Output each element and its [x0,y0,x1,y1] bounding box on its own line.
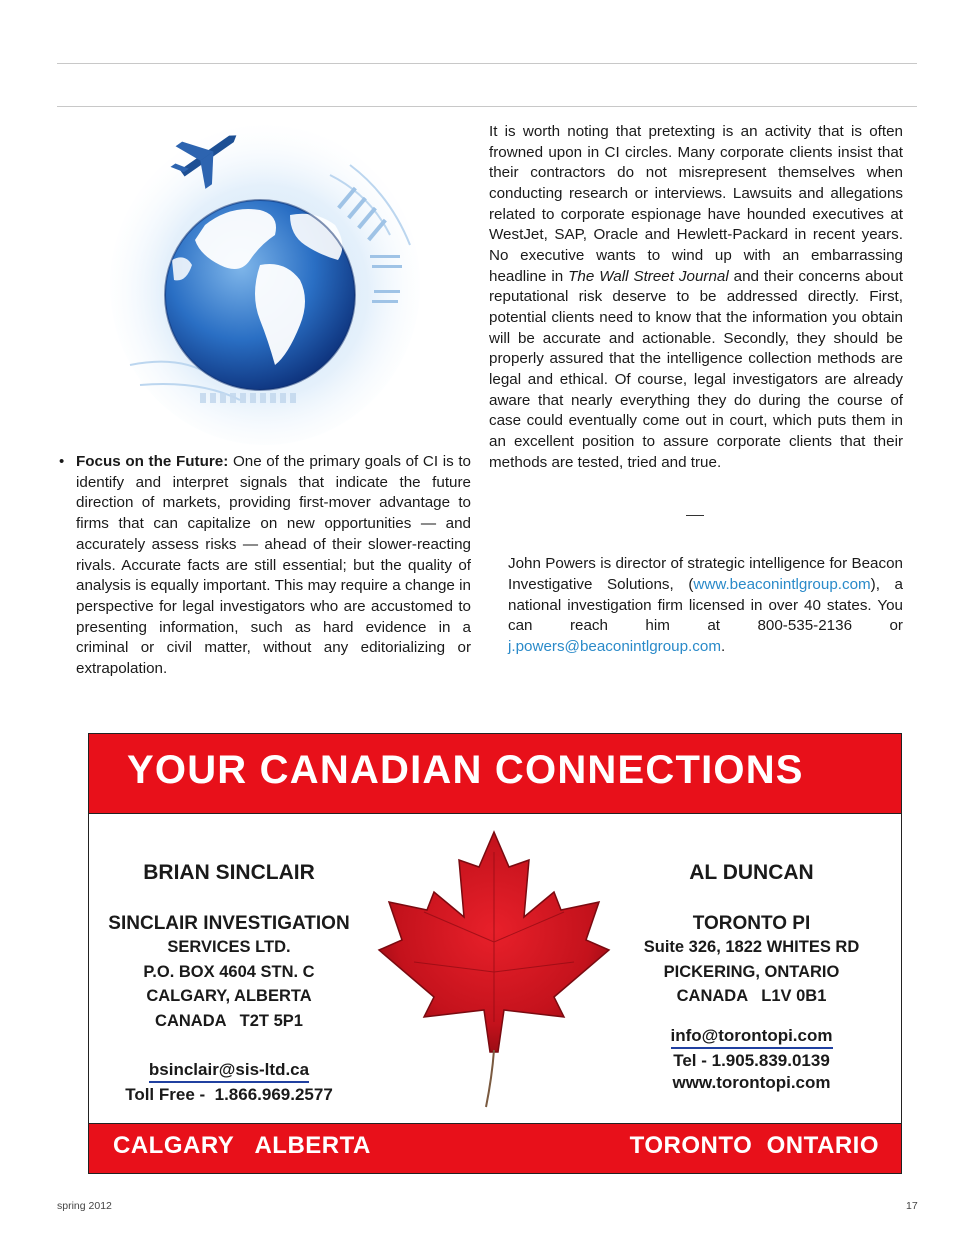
bio-part-3: . [720,638,726,656]
bullet-focus-on-future [57,452,471,680]
right-column-paragraph [489,122,903,473]
contact-al-duncan [624,861,879,1093]
ad-bottom-right-city: TORONTO ONTARIO [629,1132,879,1159]
bio-website-link[interactable]: www.beaconintlgroup.com [693,575,871,593]
contact-brian-sinclair [89,861,369,1107]
paragraph-italic-title: The Wall Street Journal [568,267,729,285]
footer-page-number: 17 [906,1200,918,1212]
bullet-title: Focus on the Future: [76,453,229,470]
paragraph-part-2: and their concerns about reputational risk deserve to be addressed directly. First, potential clients need to know that the information you obtain will be accurate and actionable. Secondly, they should be properly assured that the intelligence collection methods are legal and ethical. Of course, legal investigators are already aware that nearly everything they do during the course of case could eventually come out in court, which puts them in an excellent position to assure corporate clients that their methods are tested, tried and true. [489,267,903,471]
contact-company: TORONTO PI [692,913,811,934]
header-rule-top [57,63,917,64]
contact-email-link[interactable]: bsinclair@sis-ltd.ca [149,1059,309,1083]
bullet-text: One of the primary goals of CI is to identify and interpret signals that indicate the future direction of markets, providing first-mover advantage to firms that can capitalize on new opportunities — and accurately assess risks — ahead of their slower-reacting rivals. Accurate facts are still essential; but the quality of analysis is equally important. This may require a change in perspective for legal investigators who are accustomed to presenting information, such as hard evidence in a criminal or civil matter, without any editorializing or extrapolation. [76,453,471,678]
canadian-connections-ad [88,733,902,1174]
contact-address-2: PICKERING, ONTARIO [663,962,840,981]
contact-company-line-2: SERVICES LTD. [167,938,291,956]
footer-issue: spring 2012 [57,1200,112,1212]
globe-illustration [110,115,420,445]
bio-part-1: John Powers is director of strategic intelligence for Beacon Investigative Solutions, ( [508,555,903,593]
left-column [57,452,471,680]
author-bio [508,554,903,658]
section-divider-dash [686,515,704,516]
contact-name: BRIAN SINCLAIR [143,861,315,884]
contact-address-3: CANADA T2T 5P1 [155,1011,303,1030]
contact-address-3: CANADA L1V 0B1 [676,987,827,1005]
contact-address-1: P.O. BOX 4604 STN. C [143,962,315,981]
contact-address-2: CALGARY, ALBERTA [146,987,312,1005]
contact-name: AL DUNCAN [689,861,814,884]
ad-headline: YOUR CANADIAN CONNECTIONS [127,748,804,792]
contact-email-link[interactable]: info@torontopi.com [671,1025,833,1049]
paragraph-part-1: It is worth noting that pretexting is an activity that is often frowned upon in CI circles. Many corporate clients insist that their contractors do not misrepresent themselves when conducting research or interviews. Lawsuits and allegations related to corporate espionage have hounded executives at WestJet, SAP, Oracle and Hewlett-Packard in recent years. No executive wants to wind up with an embarrassing headline in [489,123,903,285]
contact-phone: Toll Free - 1.866.969.2577 [125,1085,333,1104]
bullet-dot: • [59,453,65,470]
contact-address-1: Suite 326, 1822 WHITES RD [643,938,860,956]
bio-part-2: ), a national investigation firm licensed in over 40 states. You can reach him at 800-535-2136 or [508,575,903,635]
ad-bottom-left-city: CALGARY ALBERTA [113,1132,371,1159]
bio-email-link[interactable]: j.powers@beaconintlgroup.com [508,638,721,656]
header-rule-bottom [57,106,917,107]
ad-top-banner [89,734,901,814]
maple-leaf-icon [364,822,624,1122]
contact-website[interactable]: www.torontopi.com [672,1072,831,1092]
contact-phone: Tel - 1.905.839.0139 [673,1050,830,1070]
globe-airplane-icon [110,115,420,445]
contact-company-line-1: SINCLAIR INVESTIGATION [108,913,350,934]
ad-bottom-banner [89,1123,901,1173]
